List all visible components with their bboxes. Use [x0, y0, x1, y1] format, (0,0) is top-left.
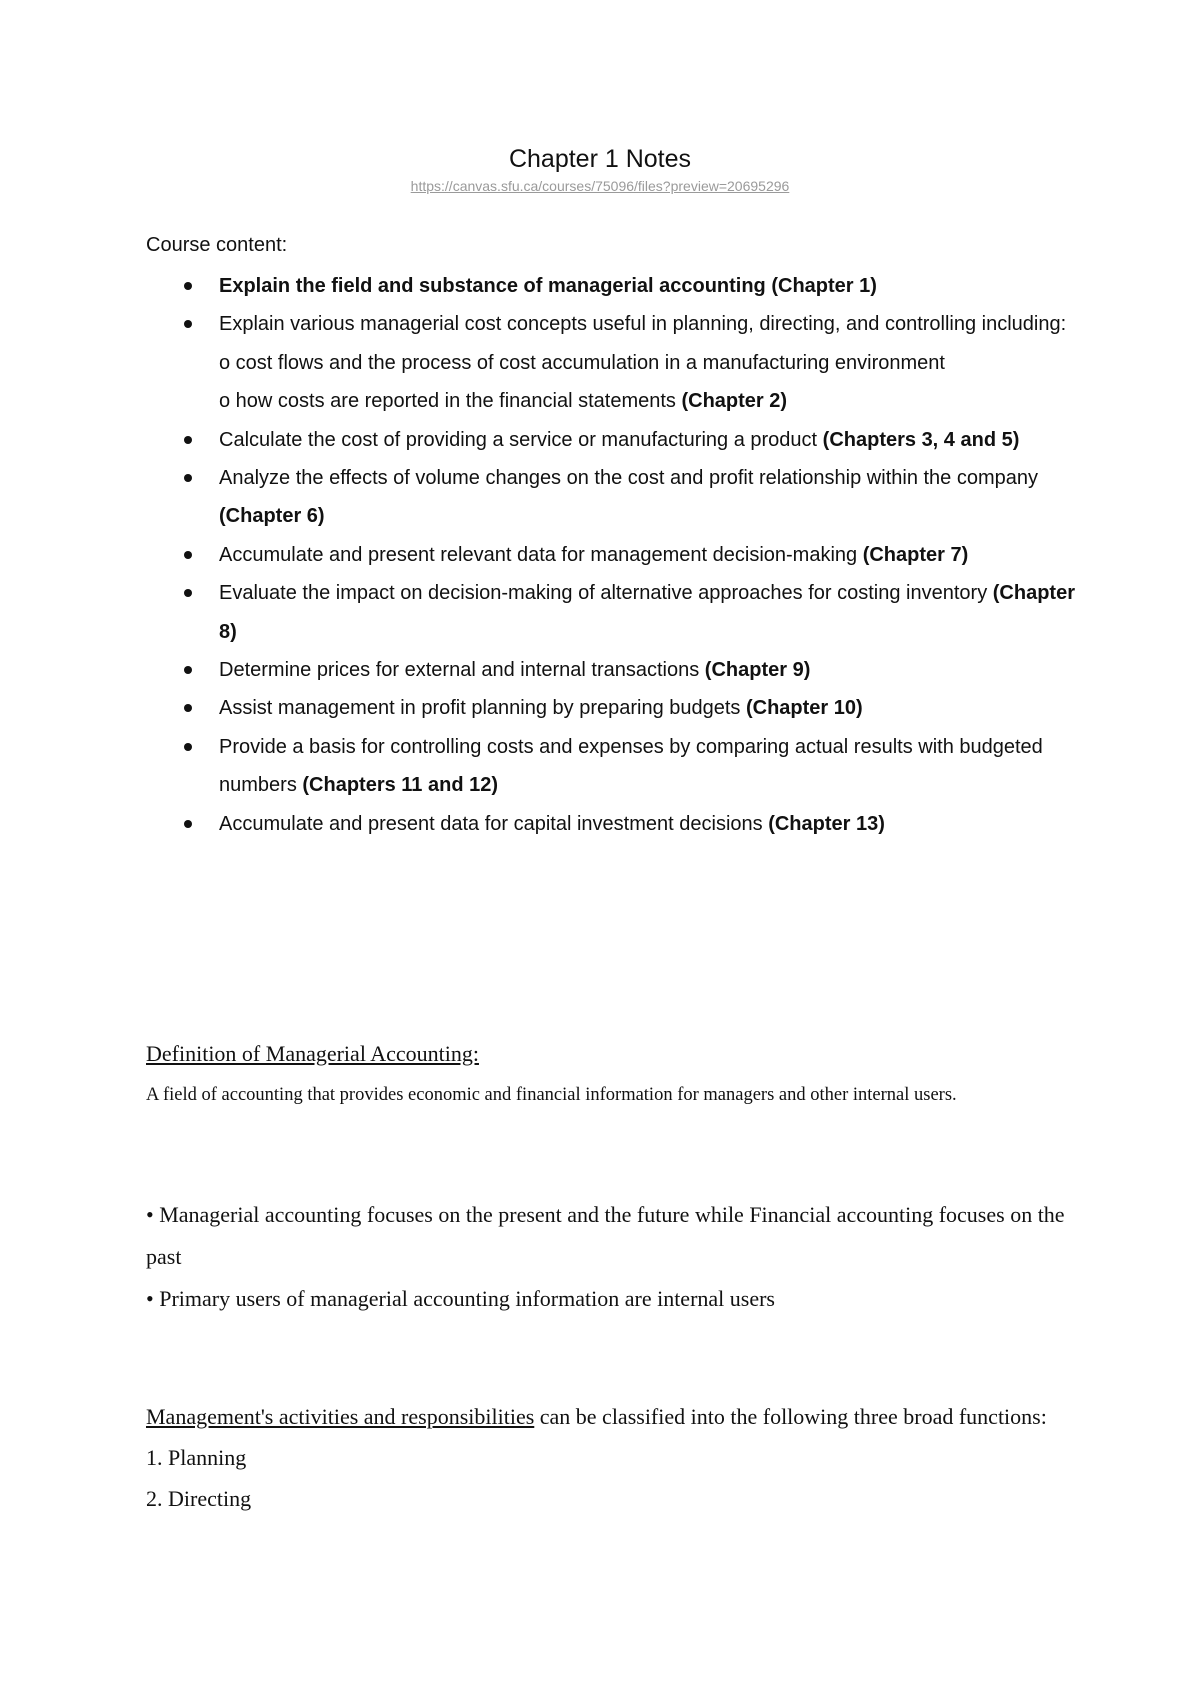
bullet-icon	[184, 589, 192, 597]
item-bold: (Chapters 3, 4 and 5)	[822, 428, 1020, 451]
bullet-icon	[184, 704, 192, 712]
item-bold: Explain the field and substance of managerial accounting (Chapter 1)	[219, 275, 877, 297]
list-item	[146, 536, 1076, 574]
management-rest: can be classified into the following three broad functions:	[534, 1404, 1047, 1429]
list-item	[146, 689, 1076, 727]
list-item	[146, 305, 1076, 420]
bullet-icon	[184, 282, 192, 290]
bullet-icon	[184, 820, 192, 828]
list-item	[146, 459, 1076, 536]
item-text: Assist management in profit planning by preparing budgets	[219, 697, 746, 720]
item-bold: (Chapter 2)	[681, 390, 788, 413]
item-text: Accumulate and present relevant data for management decision-making	[219, 543, 863, 566]
list-item	[146, 421, 1076, 459]
function-item: 2. Directing	[146, 1486, 252, 1511]
sub-item: o cost flows and the process of cost accumulation in a manufacturing environment	[219, 351, 945, 374]
bullet-icon	[184, 320, 192, 328]
list-item	[146, 651, 1076, 689]
sub-item-text: o how costs are reported in the financial statements	[219, 390, 682, 413]
item-bold: (Chapter 9)	[704, 659, 811, 682]
bullet-icon	[184, 551, 192, 559]
item-bold: (Chapter 6)	[219, 505, 325, 528]
bullet-icon	[184, 436, 192, 444]
item-bold: (Chapter 13)	[768, 812, 885, 835]
list-item	[146, 728, 1076, 805]
course-content-list	[146, 267, 1076, 843]
bullet-icon	[184, 666, 192, 674]
management-intro	[146, 1396, 1066, 1437]
item-text: Accumulate and present data for capital investment decisions	[219, 812, 769, 835]
item-text: Analyze the effects of volume changes on the cost and profit relationship within the company	[219, 467, 1039, 490]
source-link[interactable]: https://canvas.sfu.ca/courses/75096/files?preview=20695296	[410, 178, 790, 194]
item-text: Evaluate the impact on decision-making of alternative approaches for costing inventory	[219, 582, 993, 605]
management-underlined: Management's activities and responsibilities	[146, 1404, 535, 1429]
item-text: Provide a basis for controlling costs and expenses by comparing actual results with budgeted numbers	[219, 735, 1043, 797]
item-text: Calculate the cost of providing a service or manufacturing a product	[219, 428, 823, 451]
item-text: Explain various managerial cost concepts useful in planning, directing, and controlling including:	[219, 313, 1067, 336]
list-item	[146, 805, 1076, 843]
list-item	[146, 267, 1076, 305]
function-item: 1. Planning	[146, 1445, 247, 1470]
list-item	[146, 574, 1076, 651]
item-bold: (Chapter 8)	[219, 582, 1075, 643]
item-bold: (Chapters 11 and 12)	[302, 774, 498, 797]
definition-points	[146, 1194, 1066, 1320]
bullet-icon	[184, 474, 192, 482]
management-section	[146, 1396, 1066, 1519]
definition-text: A field of accounting that provides economic and financial information for managers and other internal users.	[146, 1085, 957, 1105]
point-item: • Managerial accounting focuses on the present and the future while Financial accounting focuses on the past	[146, 1202, 1065, 1269]
definition-heading: Definition of Managerial Accounting:	[146, 1041, 479, 1066]
sub-item	[219, 382, 1076, 420]
bullet-icon	[184, 743, 192, 751]
item-text: Determine prices for external and internal transactions	[219, 659, 705, 682]
item-bold: (Chapter 10)	[745, 697, 863, 720]
page-title: Chapter 1 Notes	[508, 145, 692, 173]
item-bold: (Chapter 7)	[862, 543, 969, 566]
point-item: • Primary users of managerial accounting information are internal users	[146, 1286, 775, 1311]
course-content-label: Course content:	[146, 234, 288, 256]
